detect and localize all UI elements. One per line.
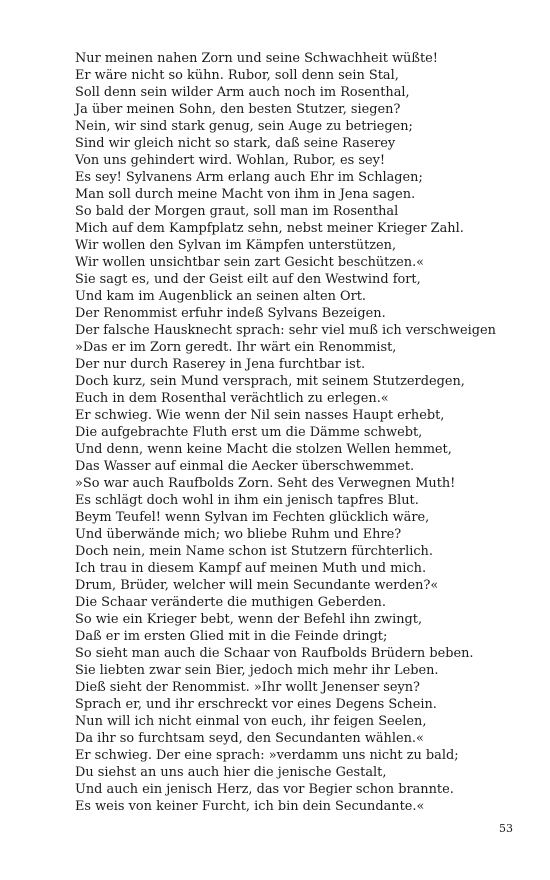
verse-line: Die Schaar veränderte die muthigen Geberden.: [75, 595, 386, 610]
verse-line: Wir wollen den Sylvan im Kämpfen unterstützen,: [75, 238, 397, 253]
verse-line: Und kam im Augenblick an seinen alten Ort.: [75, 289, 367, 304]
verse-line: Wir wollen unsichtbar sein zart Gesicht beschützen.«: [75, 255, 425, 270]
verse-line: Er wäre nicht so kühn. Rubor, soll denn sein Stal,: [75, 68, 399, 83]
verse-line: Das Wasser auf einmal die Aecker überschwemmet.: [75, 459, 415, 474]
verse-line: Sie sagt es, und der Geist eilt auf den Westwind fort,: [75, 272, 421, 287]
page-number: 53: [499, 822, 513, 835]
verse-line: Die aufgebrachte Fluth erst um die Dämme schwebt,: [75, 425, 423, 440]
verse-line: Drum, Brüder, welcher will mein Secundante werden?«: [75, 578, 439, 593]
verse-line: So wie ein Krieger bebt, wenn der Befehl ihn zwingt,: [75, 612, 423, 627]
verse-line: Da ihr so furchtsam seyd, den Secundanten wählen.«: [75, 731, 424, 746]
verse-line: Mich auf dem Kampfplatz sehn, nebst meiner Krieger Zahl.: [75, 221, 464, 236]
verse-line: Ja über meinen Sohn, den besten Stutzer, siegen?: [75, 102, 401, 117]
verse-line: Er schwieg. Wie wenn der Nil sein nasses Haupt erhebt,: [75, 408, 445, 423]
verse-line: Von uns gehindert wird. Wohlan, Rubor, es sey!: [75, 153, 386, 168]
verse-line: Es sey! Sylvanens Arm erlang auch Ehr im Schlagen;: [75, 170, 423, 185]
verse-line: Er schwieg. Der eine sprach: »verdamm uns nicht zu bald;: [75, 748, 459, 763]
verse-line: Sind wir gleich nicht so stark, daß seine Raserey: [75, 136, 396, 151]
verse-line: Sie liebten zwar sein Bier, jedoch mich mehr ihr Leben.: [75, 663, 439, 678]
verse-line: Der nur durch Raserey in Jena furchtbar ist.: [75, 357, 366, 372]
verse-line: Es weis von keiner Furcht, ich bin dein Secundante.«: [75, 799, 425, 814]
verse-line: Nun will ich nicht einmal von euch, ihr feigen Seelen,: [75, 714, 427, 729]
verse-line: Euch in dem Rosenthal verächtlich zu erlegen.«: [75, 391, 389, 406]
verse-line: Doch nein, mein Name schon ist Stutzern fürchterlich.: [75, 544, 433, 559]
verse-line: Der falsche Hausknecht sprach: sehr viel muß ich verschweigen: [75, 323, 496, 338]
verse-line: Beym Teufel! wenn Sylvan im Fechten glücklich wäre,: [75, 510, 430, 525]
verse-line: »So war auch Raufbolds Zorn. Seht des Verwegnen Muth!: [75, 476, 456, 491]
verse-line: Daß er im ersten Glied mit in die Feinde dringt;: [75, 629, 388, 644]
verse-line: Soll denn sein wilder Arm auch noch im Rosenthal,: [75, 85, 410, 100]
verse-line: Du siehst an uns auch hier die jenische Gestalt,: [75, 765, 387, 780]
verse-line: So sieht man auch die Schaar von Raufbolds Brüdern beben.: [75, 646, 474, 661]
verse-line: Man soll durch meine Macht von ihm in Jena sagen.: [75, 187, 416, 202]
verse-line: So bald der Morgen graut, soll man im Rosenthal: [75, 204, 399, 219]
verse-line: Nur meinen nahen Zorn und seine Schwachheit wüßte!: [75, 51, 438, 66]
verse-line: Ich trau in diesem Kampf auf meinen Muth und mich.: [75, 561, 427, 576]
verse-line: Der Renommist erfuhr indeß Sylvans Bezeigen.: [75, 306, 386, 321]
verse-line: Nein, wir sind stark genug, sein Auge zu betriegen;: [75, 119, 413, 134]
verse-line: »Das er im Zorn geredt. Ihr wärt ein Renommist,: [75, 340, 397, 355]
verse-text-block: [75, 50, 530, 815]
verse-line: Es schlägt doch wohl in ihm ein jenisch tapfres Blut.: [75, 493, 419, 508]
verse-line: Dieß sieht der Renommist. »Ihr wollt Jenenser seyn?: [75, 680, 420, 695]
verse-line: Sprach er, und ihr erschreckt vor eines Degens Schein.: [75, 697, 437, 712]
verse-line: Und auch ein jenisch Herz, das vor Begier schon brannte.: [75, 782, 454, 797]
verse-line: Doch kurz, sein Mund versprach, mit seinem Stutzerdegen,: [75, 374, 465, 389]
verse-line: Und überwände mich; wo bliebe Ruhm und Ehre?: [75, 527, 402, 542]
verse-line: Und denn, wenn keine Macht die stolzen Wellen hemmet,: [75, 442, 452, 457]
